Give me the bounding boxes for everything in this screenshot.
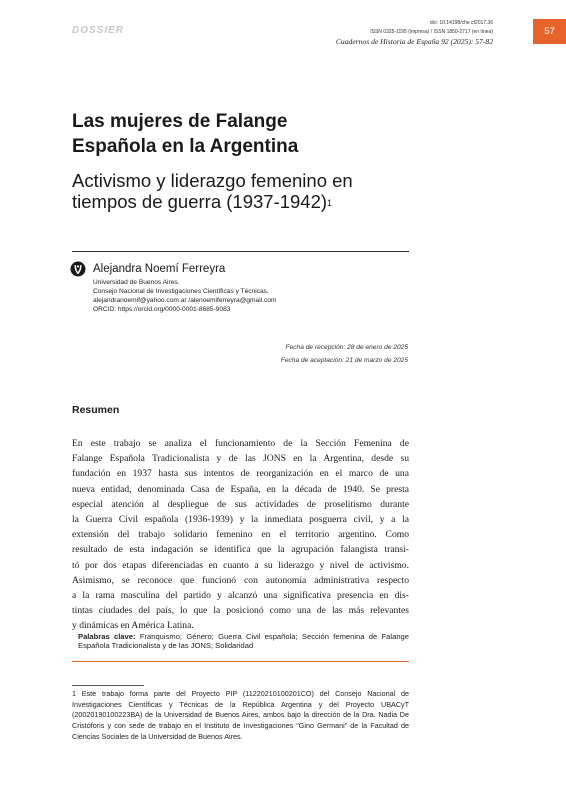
article-title: [72, 109, 412, 159]
footnote-divider: [72, 685, 144, 686]
keywords-block: [78, 633, 409, 650]
affiliation-conicet: Consejo Nacional de Investigaciones Científicas y Técnicas.: [93, 288, 269, 295]
keywords-label: Palabras clave:: [78, 632, 136, 641]
abstract-line: tintas ciudades del país, lo que la posicionó como una de las más relevantes: [72, 605, 409, 617]
journal-citation: Cuadernos de Historia de España 92 (2025): 57-82: [335, 37, 493, 46]
subtitle-line: Activismo y liderazgo femenino en: [72, 170, 353, 191]
abstract-line: extensión del trabajo solidario femenino en el territorio argentino. Como: [72, 529, 409, 541]
title-divider: [72, 251, 409, 252]
abstract-line: Falange Española Tradicionalista y de las JONS en la Argentina, desde su: [72, 453, 409, 465]
doi-text[interactable]: doi: 10.14198/che.cf2017.36: [429, 20, 493, 26]
abstract-line: fundación en 1937 hasta sus intentos de reorganización en el marco de una: [72, 468, 409, 480]
footnote-text: 1 Este trabajo forma parte del Proyecto PIP (11220210100201CO) del Consejo Nacional de Investigaciones Científicas y Técnicas de la República Argentina y del Proyecto UBACyT (20020190100223BA) de la Universidad de Buenos Aires, ambos bajo la dirección de la Dra. Nadia De Cristóforis y con sede de trabajo en el Instituto de Investigaciones “Gino Germani” de la Facultad de Ciencias Sociales de la Universidad de Buenos Aires.: [72, 689, 409, 741]
section-tag: DOSSIER: [72, 25, 125, 36]
issn-text: ISSN 0325-1195 (impresa) / ISSN 1850-2717 (en línea): [370, 29, 493, 35]
abstract-line: resultado de esta indagación se identifica que la agrupación falangista transi-: [72, 544, 409, 556]
abstract-line: En este trabajo se analiza el funcionamiento de la Sección Femenina de: [72, 438, 409, 449]
abstract-line: y dinámicas en América Latina.: [72, 620, 194, 632]
page-number-badge: [533, 19, 566, 44]
abstract-line: especial atención al despliegue de sus actividades de proselitismo durante: [72, 498, 409, 510]
abstract-line: Asimismo, se reconoce que funcionó con autonomía administrativa respecto: [72, 574, 409, 586]
abstract-body: [72, 436, 409, 634]
abstract-heading: Resumen: [72, 404, 120, 416]
abstract-line: la Guerra Civil española (1936-1939) y la inmediata posguerra civil, y a la: [72, 514, 409, 526]
author-name: Alejandra Noemí Ferreyra: [93, 263, 226, 275]
accepted-date: Fecha de aceptación: 21 de marzo de 2025: [280, 357, 408, 364]
orcid-icon[interactable]: [70, 261, 86, 277]
title-line: Española en la Argentina: [72, 136, 299, 157]
subtitle-line: [72, 191, 412, 212]
abstract-line: tó por dos etapas diferenciadas en cuanto a su liderazgo y nivel de activismo.: [72, 559, 409, 571]
author-emails[interactable]: alejandranoemif@yahoo.com.ar /alenoemiferreyra@gmail.com: [93, 297, 277, 304]
abstract-line: a la rama masculina del partido y alcanzó una significativa presencia en dis-: [72, 590, 409, 602]
keywords-divider: [72, 661, 409, 662]
footnote-marker[interactable]: 1: [327, 198, 333, 208]
subtitle-text: tiempos de guerra (1937-1942): [72, 191, 328, 212]
keywords-text: Franquismo; Género; Guerra Civil española; Sección femenina de Falange Española Tradicionalista y de las JONS; Solidaridad: [78, 632, 409, 650]
abstract-line: nueva entidad, denominada Casa de España, en la década de 1940. Se presta: [72, 483, 409, 495]
author-orcid-link[interactable]: ORCID: https://orcid.org/0000-0001-8685-9083: [93, 306, 231, 313]
article-subtitle: [72, 170, 412, 212]
received-date: Fecha de recepción: 28 de enero de 2025: [285, 344, 408, 351]
page-number: 57: [544, 26, 555, 37]
title-line: Las mujeres de Falange: [72, 111, 288, 132]
affiliation-university: Universidad de Buenos Aires.: [93, 279, 180, 286]
